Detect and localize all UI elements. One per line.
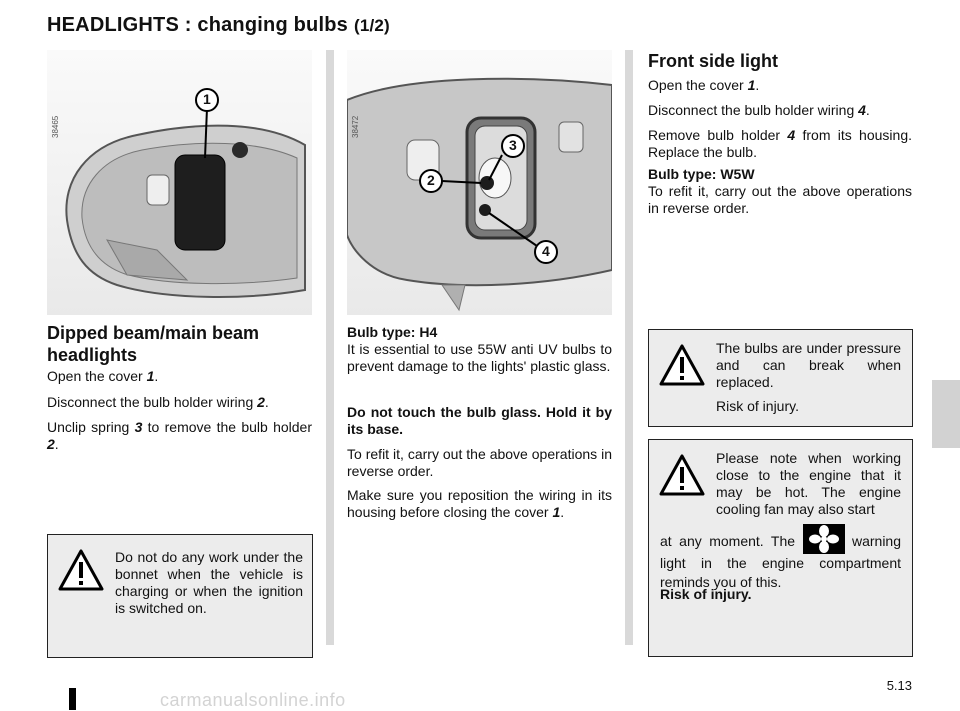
callout-4: 4: [542, 243, 550, 259]
ref-number: 3: [134, 419, 143, 435]
step-text: Disconnect the bulb holder wiring: [648, 102, 859, 118]
ref-number: 2: [47, 436, 55, 452]
step-text: Remove bulb holder: [648, 127, 788, 143]
step-end: .: [264, 394, 269, 410]
page-number: 5.13: [886, 678, 912, 693]
headlight-bulbs-illustration: [347, 50, 612, 315]
bonnet-warning-text: Do not do any work under the bonnet when the vehicle is charging or when the ignition is switched on.: [115, 549, 303, 616]
side-light-heading: Front side light: [648, 51, 778, 71]
ref-number: 4: [787, 127, 796, 143]
chapter-tab: [932, 380, 960, 448]
ref-number: 1: [552, 504, 561, 520]
side-bulb-type: [648, 166, 912, 217]
side-refit-text: To refit it, carry out the above operations in reverse order.: [648, 183, 912, 216]
bulb-type-label: Bulb type: W5W: [648, 166, 755, 182]
warning-triangle-icon: [659, 454, 705, 496]
corner-mark: [69, 688, 76, 710]
figure-headlight-rear: [47, 50, 312, 315]
watermark: carmanualsonline.info: [160, 690, 346, 710]
h4-wiring-text: [347, 487, 612, 521]
engine-warning-text: Please note when working close to the engine that it may be hot. The engine cooling fan may also start: [716, 450, 901, 517]
step-end: .: [560, 504, 565, 520]
warning-box-pressure: [648, 329, 913, 427]
headlight-rear-illustration: [47, 50, 312, 315]
step-text: Open the cover: [47, 368, 147, 384]
h4-bulb-text: [347, 324, 612, 375]
warning-box-bonnet: [47, 534, 313, 658]
step-end: .: [154, 368, 159, 384]
ref-number: 4: [858, 102, 866, 118]
side-step-2: [648, 102, 912, 119]
step-text: Make sure you reposition the wiring in its housing before closing the cover: [347, 487, 612, 520]
step-text: Open the cover: [648, 77, 748, 93]
pressure-risk-text: Risk of injury.: [716, 398, 799, 414]
step-end: .: [865, 102, 870, 118]
step-text: Disconnect the bulb holder wiring: [47, 394, 258, 410]
warning-triangle-icon: [659, 344, 705, 386]
ref-number: 2: [257, 394, 265, 410]
ref-number: 1: [747, 77, 756, 93]
callout-3: 3: [509, 137, 517, 153]
side-step-1: [648, 77, 912, 94]
pressure-warning-text: The bulbs are under pressure and can break when replaced.: [716, 340, 901, 390]
dipped-step-3: [47, 419, 312, 453]
dipped-step-1: [47, 368, 312, 385]
warning-text-end: warning light in the engine compartment reminds you of this.: [660, 533, 902, 590]
title-text: HEADLIGHTS : changing bulbs: [47, 14, 348, 36]
dipped-beam-heading: Dipped beam/main beam headlights: [47, 323, 260, 365]
bulb-type-label: Bulb type: H4: [347, 324, 438, 340]
warning-text-start: at any moment. The: [660, 533, 803, 549]
step-end: .: [755, 77, 760, 93]
step-text: to remove the bulb holder: [142, 419, 312, 435]
column-divider-right: [625, 50, 633, 645]
step-text: Unclip spring: [47, 419, 135, 435]
warning-box-engine: [648, 439, 913, 657]
step-end: .: [54, 436, 59, 452]
callout-1: 1: [203, 91, 211, 107]
figure-headlight-bulbs: [347, 50, 612, 315]
h4-instruction: It is essential to use 55W anti UV bulbs to prevent damage to the lights' plastic glass.: [347, 341, 612, 374]
cooling-fan-warning-icon: [803, 524, 845, 554]
figure-id: 38472: [351, 115, 360, 138]
figure-id: 38465: [51, 115, 60, 138]
engine-risk-text: Risk of injury.: [660, 586, 752, 602]
h4-glass-warning: Do not touch the bulb glass. Hold it by its base.: [347, 404, 612, 437]
title-part: (1/2): [353, 16, 390, 35]
side-step-3: [648, 127, 912, 161]
dipped-step-2: [47, 394, 312, 411]
warning-triangle-icon: [58, 549, 104, 591]
engine-warning-text-cont: [660, 524, 901, 592]
step-end: from its housing. Replace the bulb.: [648, 127, 912, 160]
callout-2: 2: [427, 172, 435, 188]
h4-refit-text: To refit it, carry out the above operations in reverse order.: [347, 446, 612, 479]
ref-number: 1: [146, 368, 155, 384]
column-divider-left: [326, 50, 334, 645]
page-title: [47, 14, 390, 37]
